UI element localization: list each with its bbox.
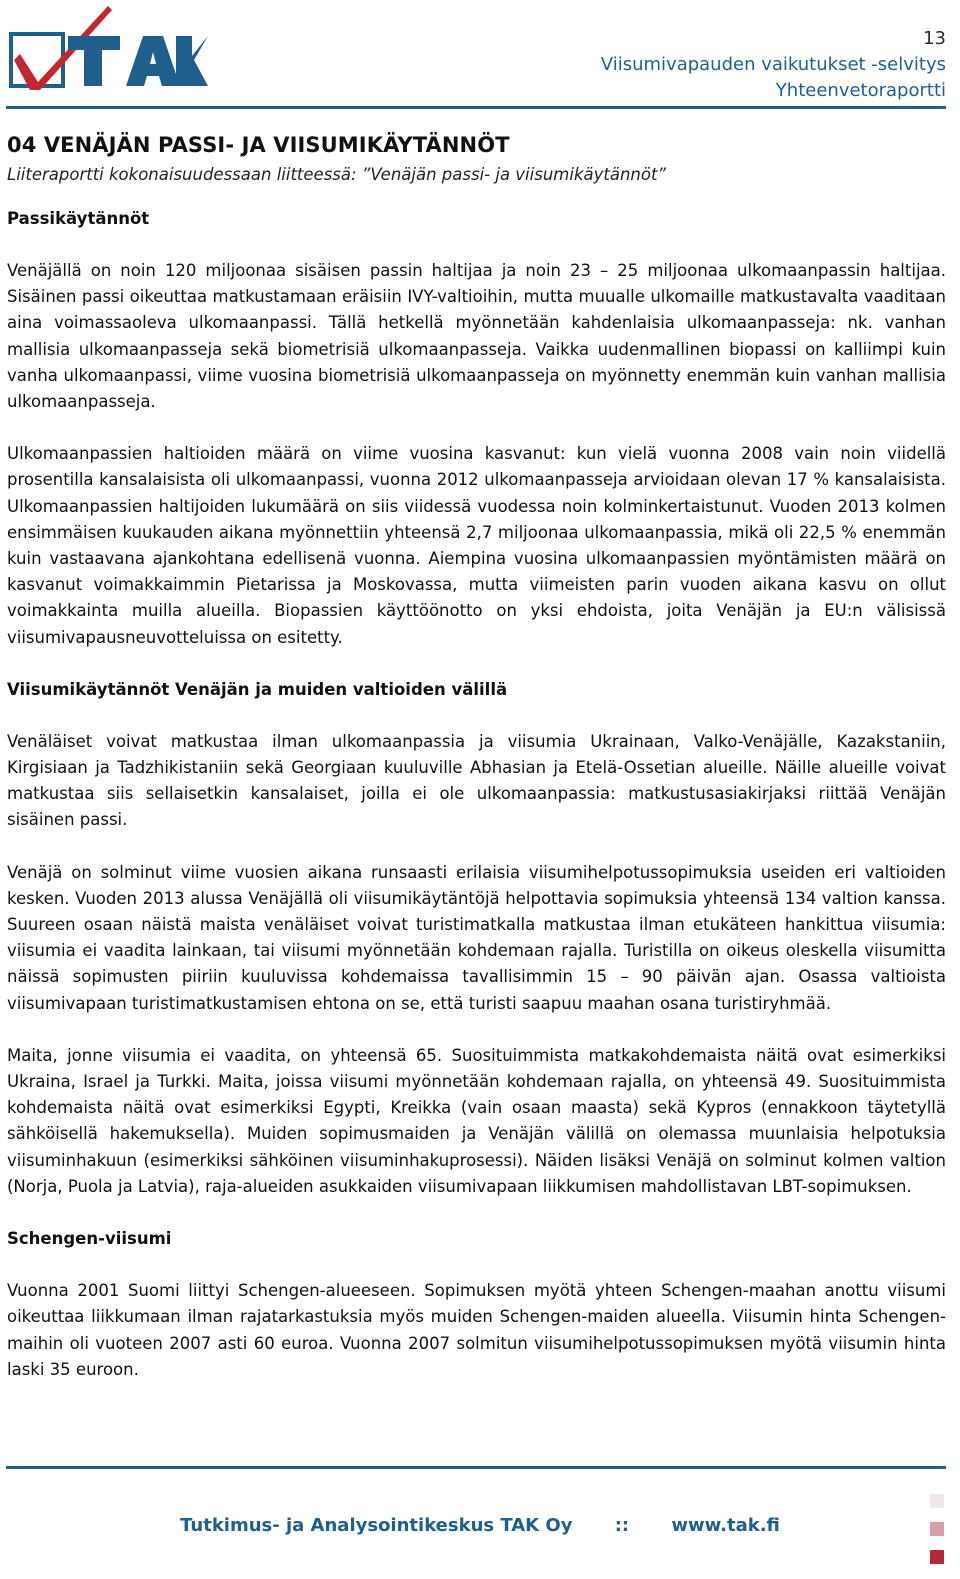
- decor-square-dark: [930, 1550, 944, 1564]
- tak-logo: [8, 4, 208, 94]
- paragraph: Venäjä on solminut viime vuosien aikana runsaasti erilaisia viisumihelpotussopimuksia useiden eri valtioiden kesken. Vuoden 2013 alussa Venäjällä oli viisumikäytäntöjä helpottavia sopimuksia yhteensä 134 valtion kanssa. Suureen osaan näistä maista venäläiset voivat turistimatkalla matkustaa ilman etukäteen hankittua viisumia: viisumia ei vaadita lainkaan, tai viisumi myönnetään kohdemaan rajalla. Turistilla on oikeus oleskella viisumitta näissä sopimusten piiriin kuuluvissa kohdemaissa tavallisimmin 15 – 90 päivän ajan. Osassa valtioista viisumivapaan turistimatkustamisen ehtona on se, että turisti saapuu maahan osana turistiryhmää.: [7, 862, 946, 1013]
- heading-schengen: Schengen-viisumi: [7, 1229, 172, 1249]
- page-header: [601, 26, 946, 104]
- paragraph: Venäjällä on noin 120 miljoonaa sisäisen passin haltijaa ja noin 23 – 25 miljoonaa ulkomaanpassin haltijaa. Sisäinen passi oikeuttaa matkustamaan eräisiin IVY-valtioihin, mutta muualle ulkomaille matkustavalta vaaditaan aina voimassaoleva ulkomaanpassi. Tällä hetkellä myönnetään kahdenlaisia ulkomaanpasseja: nk. vanhan mallisia ulkomaanpasseja sekä biometrisiä ulkomaanpasseja. Vaikka uudenmallinen biopassi on kalliimpi kuin vanha ulkomaanpassi, viime vuosina biometrisiä ulkomaanpasseja on myönnetty enemmän kuin vanhan mallisia ulkomaanpasseja.: [7, 261, 946, 412]
- heading-viisumikaytannot: Viisumikäytännöt Venäjän ja muiden valtioiden välillä: [7, 679, 508, 699]
- section-title: 04 VENÄJÄN PASSI- JA VIISUMIKÄYTÄNNÖT: [7, 133, 510, 157]
- heading-passikaytannot: Passikäytännöt: [7, 209, 150, 228]
- report-subtitle: Yhteenvetoraportti: [775, 80, 946, 101]
- footer-organization: Tutkimus- ja Analysointikeskus TAK Oy: [180, 1515, 573, 1536]
- page-number: 13: [923, 28, 946, 49]
- header-rule: [6, 106, 946, 109]
- paragraph: Venäläiset voivat matkustaa ilman ulkomaanpassia ja viisumia Ukrainaan, Valko-Venäjälle, Kazakstaniin, Kirgisiaan ja Tadzhikistaniin sekä Georgiaan kuuluville Abhasian ja Etelä-Ossetian alueille. Näille alueille voivat matkustaa siis sellaisetkin kansalaiset, joilla ei ole ulkomaanpassia: matkustusasiakirjaksi riittää Venäjän sisäinen passi.: [7, 731, 946, 830]
- decor-square-light: [930, 1494, 944, 1508]
- page-content: [7, 128, 946, 1409]
- paragraph: Ulkomaanpassien haltioiden määrä on viime vuosina kasvanut: kun vielä vuonna 2008 vain noin viidellä prosentilla kansalaisista oli ulkomaanpassi, vuonna 2012 ulkomaanpasseja arvioidaan olevan 17 % kansalaisista. Ulkomaanpassien haltijoiden lukumäärä on siis viidessä vuodessa noin kolminkertaistunut. Vuoden 2013 kolmen ensimmäisen kuukauden aikana myönnettiin yhteensä 2,7 miljoonaa ulkomaanpassia, mikä oli 22,5 % enemmän kuin vastaavana ajankohtana edellisenä vuonna. Aiempina vuosina ulkomaanpassien myöntämisten määrä on kasvanut voimakkaimmin Pietarissa ja Moskovassa, mutta viimeisten parin vuoden aikana kasvu on ollut voimakkainta muilla alueilla. Biopassien käyttöönotto on yksi ehdoista, joita Venäjän ja EU:n välisissä viisumivapausneuvotteluissa on esitetty.: [7, 444, 946, 647]
- page-footer: [0, 1515, 960, 1536]
- section-subtitle: Liiteraportti kokonaisuudessaan liitteessä: ”Venäjän passi- ja viisumikäytännöt”: [7, 165, 666, 184]
- footer-website-link[interactable]: www.tak.fi: [671, 1515, 780, 1536]
- report-title: Viisumivapauden vaikutukset -selvitys: [600, 54, 946, 75]
- paragraph: Maita, jonne viisumia ei vaadita, on yhteensä 65. Suosituimmista matkakohdemaista näitä ovat esimerkiksi Ukraina, Israel ja Turkki. Maita, joissa viisumi myönnetään kohdemaan rajalla, on yhteensä 49. Suosituimmista kohdemaista näitä ovat esimerkiksi Egypti, Kreikka (vain osaan maasta) sekä Kypros (ennakkoon täytetyllä sähköisellä hakemuksella). Muiden sopimusmaiden ja Venäjän välillä on olemassa muunlaisia helpotuksia viisuminhakuun (esimerkiksi sähköinen viisuminhakuprosessi). Näiden lisäksi Venäjä on solminut kolmen valtion (Norja, Puola ja Latvia), raja-alueiden asukkaiden viisumivapaan liikkumisen mahdollistavan LBT-sopimuksen.: [7, 1045, 946, 1196]
- footer-rule: [6, 1466, 946, 1469]
- footer-separator: ::: [614, 1515, 630, 1536]
- decor-square-mid: [930, 1522, 944, 1536]
- paragraph: Vuonna 2001 Suomi liittyi Schengen-alueeseen. Sopimuksen myötä yhteen Schengen-maahan anottu viisumi oikeuttaa liikkumaan ilman rajatarkastuksia myös muiden Schengen-maiden alueella. Viisumin hinta Schengen-maihin oli vuoteen 2007 asti 60 euroa. Vuonna 2007 solmitun viisumihelpotussopimuksen myötä viisumin hinta laski 35 euroon.: [7, 1281, 946, 1379]
